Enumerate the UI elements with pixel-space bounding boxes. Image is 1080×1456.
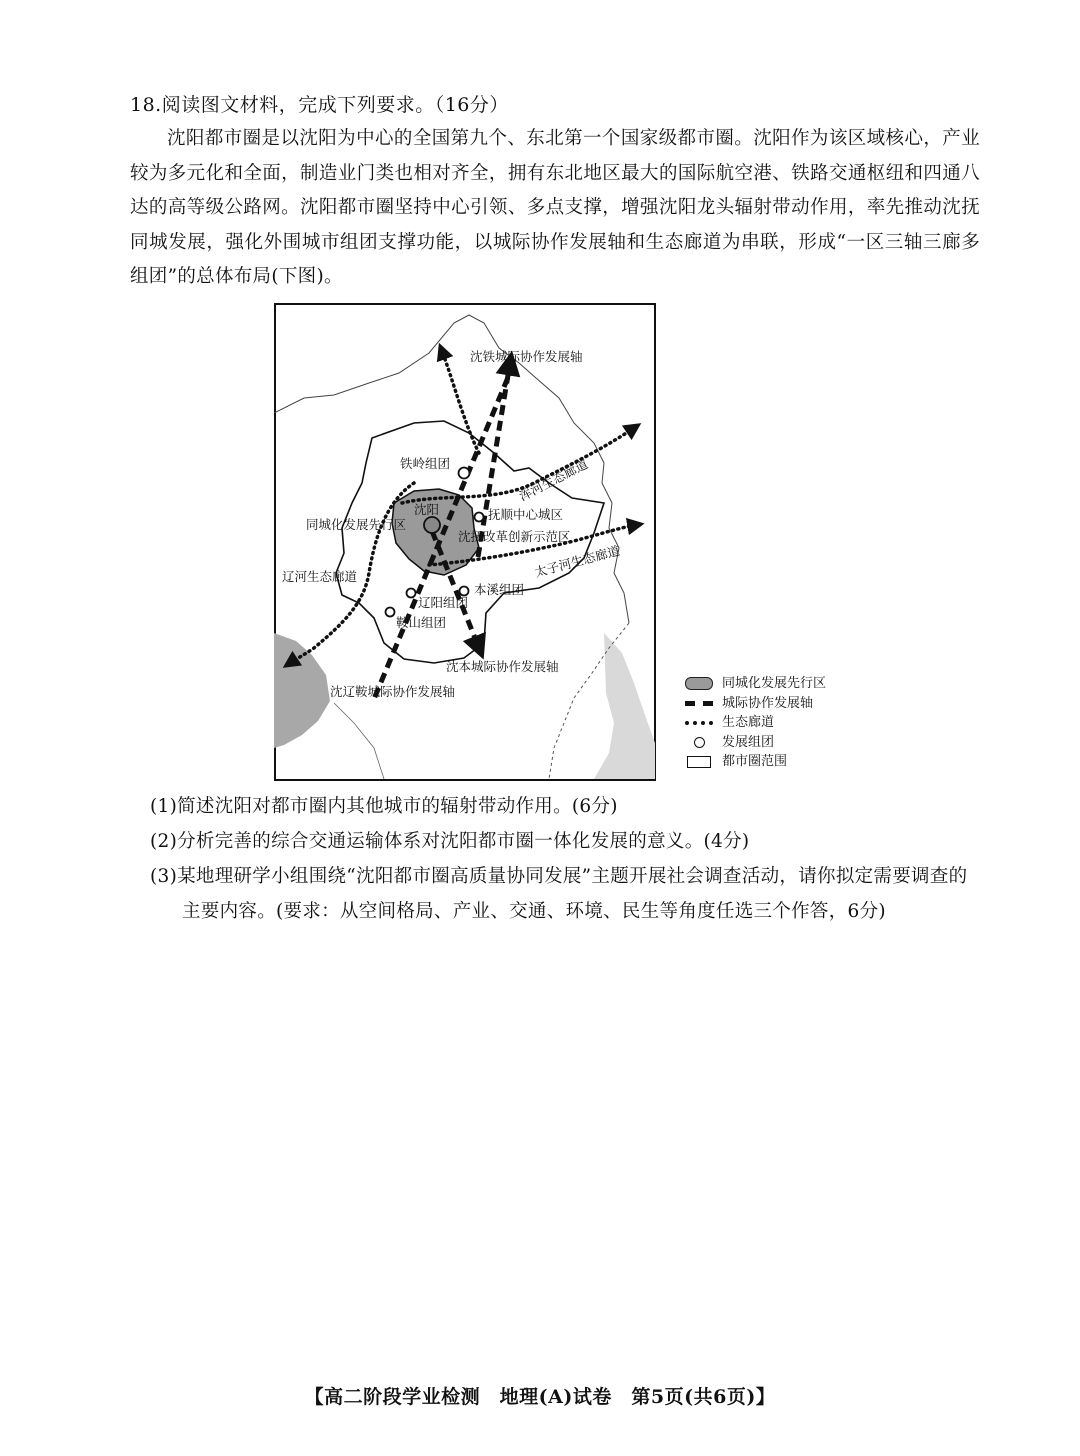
hunhe-corridor-label: 浑河生态廊道	[516, 456, 591, 504]
subquestion-1: (1)简述沈阳对都市圈内其他城市的辐射带动作用。(6分)	[150, 796, 618, 817]
dashed-line-icon	[685, 701, 713, 706]
rectangle-icon	[687, 756, 711, 768]
question-heading: 18.阅读图文材料，完成下列要求。（16分）	[130, 94, 509, 116]
dotted-line-icon	[685, 721, 713, 725]
subquestion-3: (3)某地理研学小组围绕“沈阳都市圈高质量协同发展”主题开展社会调查活动，请你拟定需要调查的主要内容。(要求：从空间格局、产业、交通、环境、民生等角度任选三个作答，6分)	[150, 866, 968, 922]
shenben-axis-label: 沈本城际协作发展轴	[446, 659, 559, 674]
tongcheng-zone-label: 同城化发展先行区	[306, 517, 407, 532]
fushun-center-label: 抚顺中心城区	[488, 507, 564, 522]
shenfu-zone-label: 沈抚改革创新示范区	[458, 529, 571, 544]
legend-item-range	[682, 752, 826, 772]
liaohe-corridor-label: 辽河生态廊道	[282, 569, 358, 584]
legend-label: 都市圈范围	[722, 754, 788, 769]
tieling-cluster-icon	[459, 468, 470, 479]
tieling-label: 铁岭组团	[400, 456, 451, 471]
circle-icon	[694, 737, 705, 748]
legend-item-corridor	[682, 713, 826, 733]
anshan-label: 鞍山组团	[396, 615, 447, 630]
legend-label: 发展组团	[722, 734, 775, 750]
map-legend	[682, 674, 826, 772]
metro-map-svg	[274, 303, 656, 781]
legend-label: 同城化发展先行区	[722, 676, 827, 691]
shenliaoan-axis-label: 沈辽鞍城际协作发展轴	[330, 684, 456, 699]
fushun-cluster-icon	[475, 513, 484, 522]
shentie-axis-label: 沈铁城际协作发展轴	[470, 349, 583, 364]
legend-label: 城际协作发展轴	[722, 695, 814, 711]
shenyang-label: 沈阳	[414, 502, 440, 517]
metro-map	[274, 303, 656, 781]
anshan-cluster-icon	[386, 608, 395, 617]
legend-item-axis	[682, 694, 826, 714]
taizihe-corridor-label: 太子河生态廊道	[532, 542, 622, 580]
subquestion-2: (2)分析完善的综合交通运输体系对沈阳都市圈一体化发展的意义。(4分)	[150, 831, 750, 852]
zone-blob-icon	[685, 677, 713, 690]
page-footer: 【高二阶段学业检测 地理(A)试卷 第5页(共6页)】	[304, 1386, 776, 1408]
shenyang-center-icon	[424, 517, 440, 533]
legend-item-tongcheng	[682, 674, 826, 694]
question-paragraph: 沈阳都市圈是以沈阳为中心的全国第九个、东北第一个国家级都市圈。沈阳作为该区域核心，产业较为多元化和全面，制造业门类也相对齐全，拥有东北地区最大的国际航空港、铁路交通枢纽和四通八达的高等级公路网。沈阳都市圈坚持中心引领、多点支撑，增强沈阳龙头辐射带动作用，率先推动沈抚同城发展，强化外围城市组团支撑功能，以城际协作发展轴和生态廊道为串联，形成“一区三轴三廊多组团”的总体布局(下图)。	[130, 128, 980, 287]
legend-label: 生态廊道	[722, 715, 775, 730]
legend-item-cluster	[682, 733, 826, 753]
liaoyang-cluster-icon	[407, 589, 416, 598]
liaoyang-label: 辽阳组团	[418, 595, 469, 610]
benxi-label: 本溪组团	[474, 582, 525, 597]
